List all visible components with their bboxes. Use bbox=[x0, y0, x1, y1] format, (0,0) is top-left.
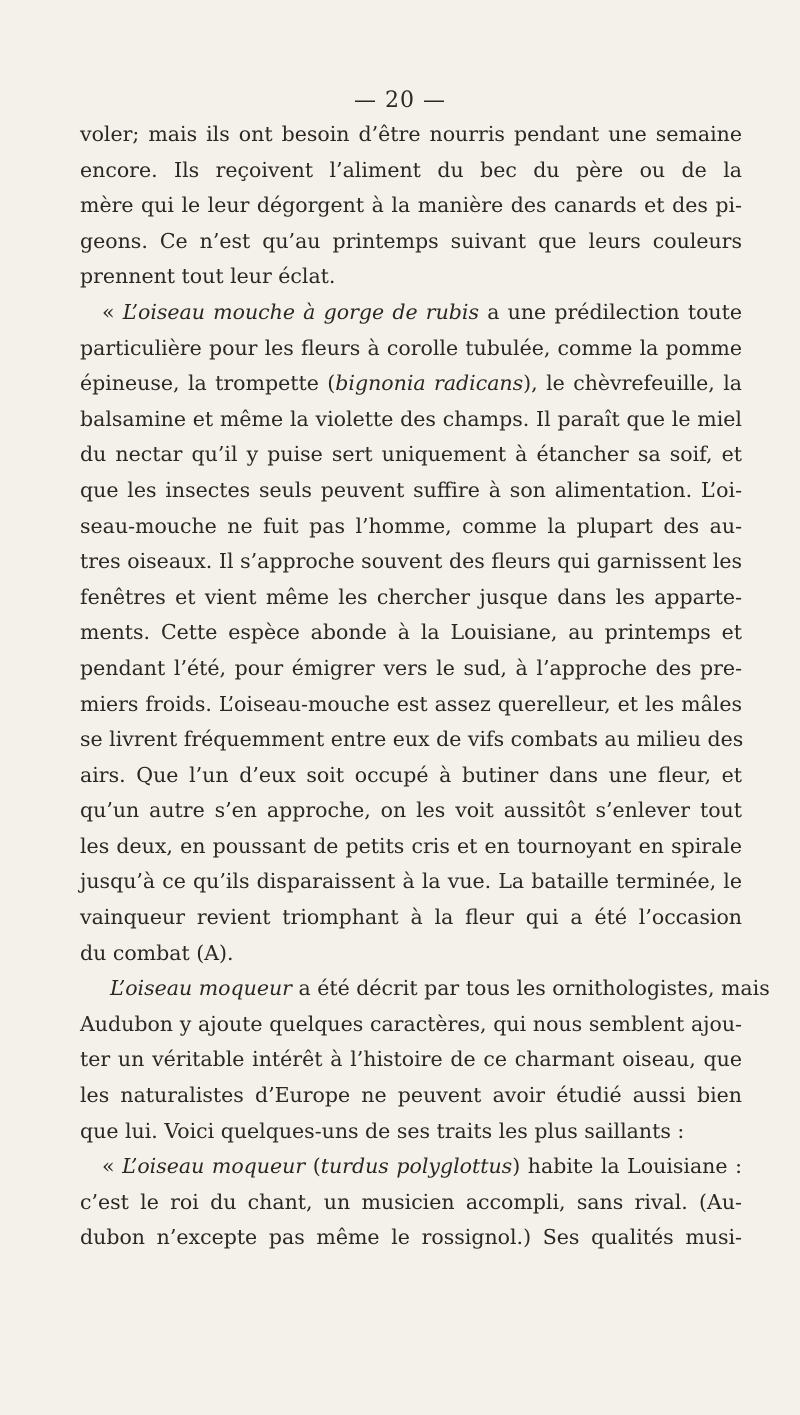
text-line: du nectar qu’il y puise sert uniquement à étancher sa soif, et bbox=[80, 442, 742, 467]
text-line: les naturalistes d’Europe ne peuvent avoir étudié aussi bien bbox=[80, 1083, 742, 1108]
text-line: que les insectes seuls peuvent suffire à son alimentation. L’oi- bbox=[80, 477, 742, 502]
text-line: Audubon y ajoute quelques caractères, qui nous semblent ajou- bbox=[80, 1011, 742, 1036]
text-line: voler; mais ils ont besoin d’être nourris pendant une semaine bbox=[80, 122, 742, 146]
text-line: particulière pour les fleurs à corolle tubulée, comme la pomme bbox=[80, 335, 742, 360]
italic-term: bignonia radicans bbox=[335, 371, 524, 396]
text-line: tres oiseaux. Il s’approche souvent des fleurs qui garnissent les bbox=[80, 549, 742, 574]
italic-term: turdus polyglottus bbox=[320, 1154, 513, 1179]
text-line: dubon n’excepte pas même le rossignol.) Ses qualités musi- bbox=[80, 1225, 742, 1250]
text-line: se livrent fréquemment entre eux de vifs combats au milieu des bbox=[80, 727, 744, 752]
text-line: encore. Ils reçoivent l’aliment du bec du père ou de la bbox=[80, 157, 742, 182]
page-number: — 20 — bbox=[354, 88, 446, 113]
text-line: épineuse, la trompette (bignonia radicans), le chèvrefeuille, la bbox=[80, 371, 742, 396]
italic-term: L’oiseau moqueur bbox=[122, 1154, 306, 1179]
text-line: c’est le roi du chant, un musicien accompli, sans rival. (Au- bbox=[80, 1189, 742, 1214]
text-line: seau-mouche ne fuit pas l’homme, comme la plupart des au- bbox=[80, 513, 742, 538]
italic-term: L’oiseau mouche à gorge de rubis bbox=[122, 299, 479, 324]
text-line: fenêtres et vient même les chercher jusque dans les apparte- bbox=[80, 584, 742, 609]
text-line: que lui. Voici quelques-uns de ses traits les plus saillants : bbox=[80, 1118, 685, 1143]
text-line: L’oiseau moqueur a été décrit par tous les ornithologistes, mais bbox=[110, 976, 770, 1001]
text-line: jusqu’à ce qu’ils disparaissent à la vue. La bataille terminée, le bbox=[80, 869, 742, 894]
text-line: du combat (A). bbox=[80, 940, 234, 965]
text-line: prennent tout leur éclat. bbox=[80, 264, 336, 289]
text-line: ter un véritable intérêt à l’histoire de ce charmant oiseau, que bbox=[80, 1047, 742, 1072]
text-line: vainqueur revient triomphant à la fleur qui a été l’occasion bbox=[80, 905, 742, 930]
text-line: mère qui le leur dégorgent à la manière des canards et des pi- bbox=[80, 193, 742, 218]
text-line: pendant l’été, pour émigrer vers le sud, à l’approche des pre- bbox=[80, 655, 742, 680]
text-line: geons. Ce n’est qu’au printemps suivant que leurs couleurs bbox=[80, 228, 742, 253]
text-line: « L’oiseau moqueur (turdus polyglottus) habite la Louisiane : bbox=[102, 1154, 742, 1179]
text-line: ments. Cette espèce abonde à la Louisiane, au printemps et bbox=[80, 620, 742, 645]
body-text bbox=[80, 117, 770, 1256]
text-line: qu’un autre s’en approche, on les voit aussitôt s’enlever tout bbox=[80, 798, 742, 823]
text-line: miers froids. L’oiseau-mouche est assez querelleur, et les mâles bbox=[80, 691, 742, 716]
text-line: airs. Que l’un d’eux soit occupé à butiner dans une fleur, et bbox=[80, 762, 742, 787]
text-line: « L’oiseau mouche à gorge de rubis a une prédilection toute bbox=[102, 299, 742, 324]
italic-term: L’oiseau moqueur bbox=[110, 976, 292, 1001]
text-line: les deux, en poussant de petits cris et en tournoyant en spirale bbox=[80, 833, 742, 858]
text-line: balsamine et même la violette des champs. Il paraît que le miel bbox=[80, 406, 742, 431]
